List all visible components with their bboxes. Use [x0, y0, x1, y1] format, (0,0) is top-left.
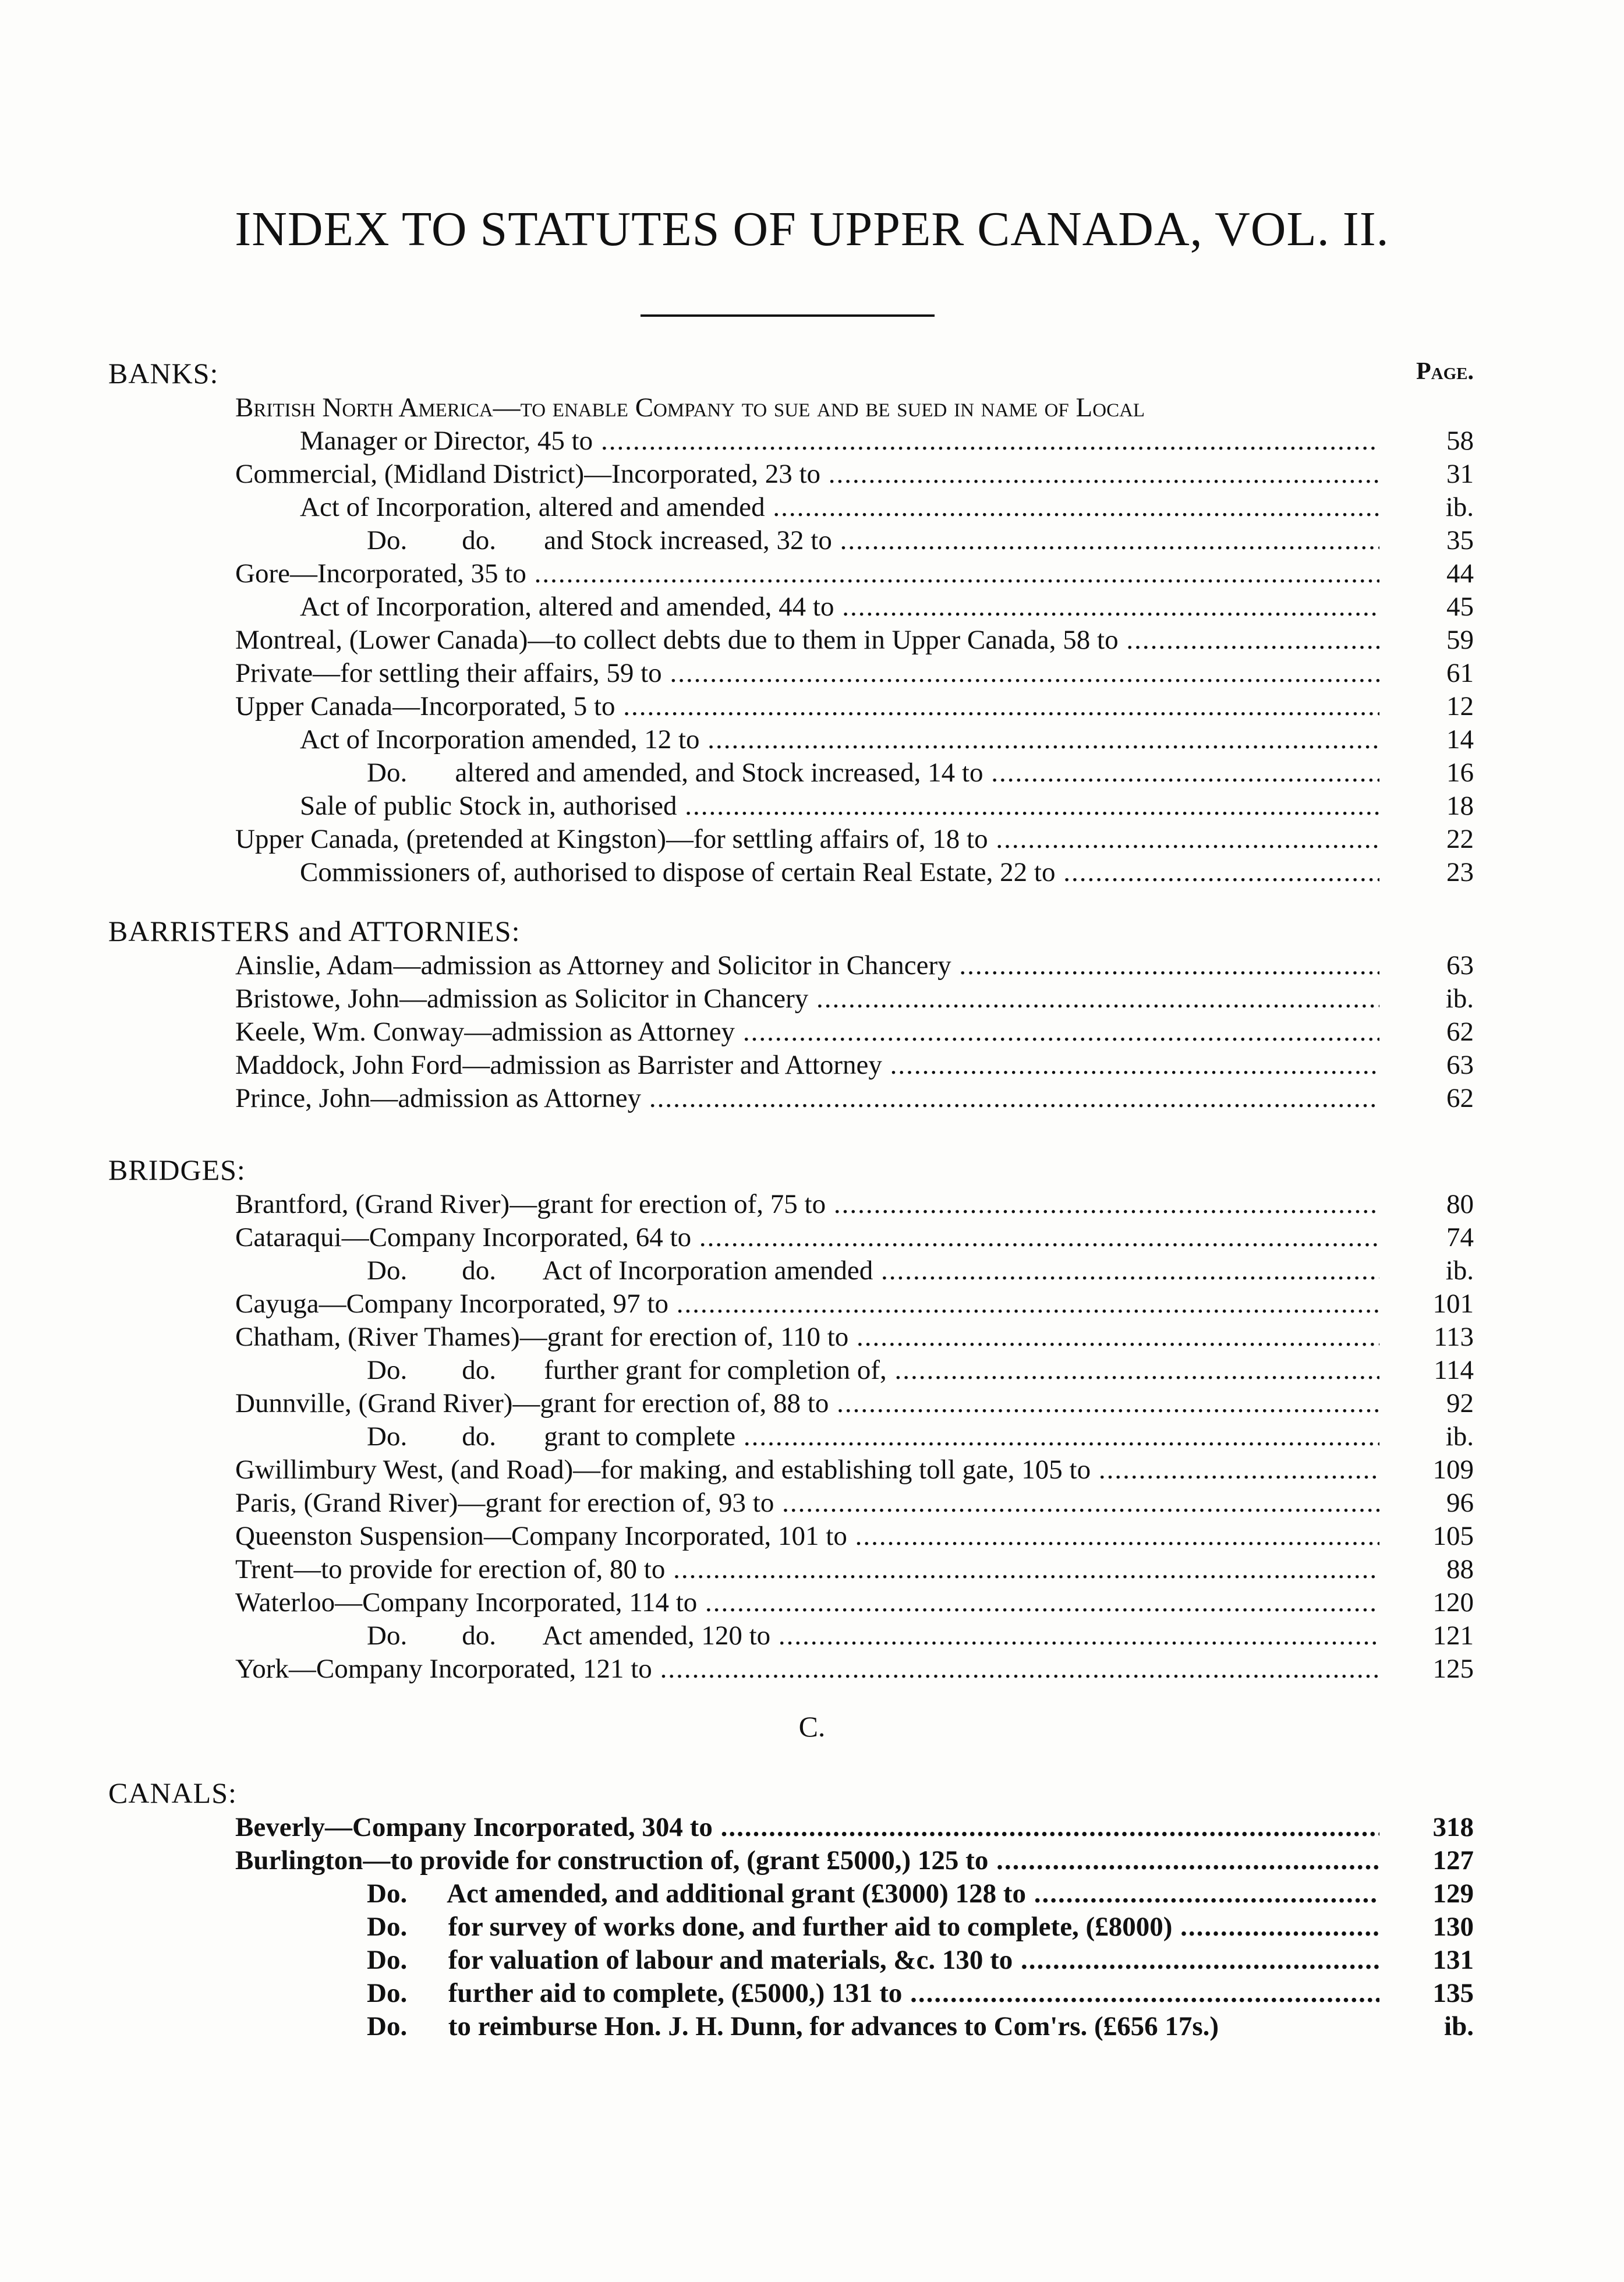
entry-text: Sale of public Stock in, authorised .....: [300, 790, 1379, 823]
index-entry: [0, 1188, 1624, 1221]
entry-page: 62: [1446, 1083, 1474, 1113]
entry-page: 109: [1432, 1455, 1474, 1485]
section-header: [0, 356, 1624, 391]
index-entry: [0, 458, 1624, 491]
index-entry: [0, 1811, 1624, 1844]
entry-page: 63: [1446, 1050, 1474, 1080]
section-bridges: [0, 1153, 1624, 1686]
entry-page: 130: [1432, 1912, 1474, 1942]
entry-page: 101: [1432, 1289, 1474, 1319]
entry-text: Dunnville, (Grand River)—grant for erection of, 88 to .....: [235, 1387, 1379, 1420]
entry-page: 14: [1446, 724, 1474, 755]
page-title: INDEX TO STATUTES OF UPPER CANADA, VOL. II.: [235, 202, 1389, 256]
entry-text: Burlington—to provide for construction of, (grant £5000,) 125 to .....: [235, 1844, 1379, 1877]
entry-page: 318: [1432, 1812, 1474, 1842]
section-title: BARRISTERS and ATTORNIES:: [108, 915, 521, 947]
entry-text: Brantford, (Grand River)—grant for erection of, 75 to .....: [235, 1188, 1379, 1221]
index-entry: [0, 1082, 1624, 1115]
index-entry: [0, 723, 1624, 756]
entry-text: Montreal, (Lower Canada)—to collect debts due to them in Upper Canada, 58 to .....: [235, 624, 1379, 657]
letter-heading: [0, 1712, 1624, 1747]
entry-page: 131: [1432, 1945, 1474, 1975]
entry-page: 45: [1446, 592, 1474, 622]
index-entry: [0, 1420, 1624, 1453]
index-entry: [0, 856, 1624, 889]
section-title: CANALS:: [108, 1777, 237, 1809]
index-entry: [0, 1653, 1624, 1686]
index-entry: [0, 1387, 1624, 1420]
entry-text: Maddock, John Ford—admission as Barrister and Attorney .....: [235, 1049, 1379, 1082]
section-canals: [0, 1776, 1624, 2043]
entry-text: Do. do. and Stock increased, 32 to .....: [367, 524, 1379, 557]
entry-text: Upper Canada—Incorporated, 5 to .....: [235, 690, 1379, 723]
entry-text: Chatham, (River Thames)—grant for erection of, 110 to .....: [235, 1321, 1379, 1354]
index-entry: [0, 1321, 1624, 1354]
entry-text: Trent—to provide for erection of, 80 to .....: [235, 1553, 1379, 1586]
entry-page: 16: [1446, 758, 1474, 788]
entry-text: Commercial, (Midland District)—Incorporated, 23 to .....: [235, 458, 1379, 491]
entry-page: ib.: [1445, 492, 1474, 522]
entry-page: 18: [1446, 791, 1474, 821]
entry-page: ib.: [1445, 1421, 1474, 1452]
index-entry: [0, 1910, 1624, 1944]
section-barristers: [0, 914, 1624, 1115]
entry-text: York—Company Incorporated, 121 to .....: [235, 1653, 1379, 1686]
entry-text: Keele, Wm. Conway—admission as Attorney .....: [235, 1016, 1379, 1049]
index-entry: [0, 823, 1624, 856]
section-header: [0, 914, 1624, 949]
index-entry: [0, 524, 1624, 557]
index-entry: [0, 590, 1624, 624]
entry-page: 120: [1432, 1587, 1474, 1618]
index-entry: [0, 1877, 1624, 1910]
entry-text: Do. Act amended, and additional grant (£3000) 128 to .....: [367, 1877, 1379, 1910]
entry-text: Paris, (Grand River)—grant for erection of, 93 to .....: [235, 1487, 1379, 1520]
entry-page: 129: [1432, 1878, 1474, 1909]
entry-text: Act of Incorporation, altered and amended, 44 to .....: [300, 590, 1379, 624]
entry-page: ib.: [1444, 2011, 1474, 2042]
entry-text: Do. for valuation of labour and materials, &c. 130 to .....: [367, 1944, 1379, 1977]
index-entry: [0, 1487, 1624, 1520]
entry-text: Do. do. further grant for completion of, .....: [367, 1354, 1379, 1387]
entry-text: Do. for survey of works done, and further aid to complete, (£8000) .....: [367, 1910, 1379, 1944]
entry-text: Prince, John—admission as Attorney .....: [235, 1082, 1379, 1115]
section-banks: [0, 356, 1624, 889]
entry-page: 88: [1446, 1554, 1474, 1584]
entry-page: 113: [1434, 1322, 1474, 1352]
entry-page: 22: [1446, 824, 1474, 854]
entry-text: Act of Incorporation amended, 12 to .....: [300, 723, 1379, 756]
index-entry: [0, 1354, 1624, 1387]
index-entry: [0, 982, 1624, 1016]
index-entry: [0, 949, 1624, 982]
entry-page: 105: [1432, 1521, 1474, 1551]
entry-text: Commissioners of, authorised to dispose of certain Real Estate, 22 to .....: [300, 856, 1379, 889]
letter-text: C.: [798, 1710, 826, 1743]
entry-page: 114: [1434, 1355, 1474, 1385]
index-entry: [0, 756, 1624, 790]
section-header: [0, 1776, 1624, 1811]
index-entry: [0, 1977, 1624, 2010]
entry-text: Do. do. Act amended, 120 to .....: [367, 1619, 1379, 1653]
entry-text: Upper Canada, (pretended at Kingston)—for settling affairs of, 18 to .....: [235, 823, 1379, 856]
section-title: BANKS:: [108, 357, 219, 390]
entry-page: 127: [1432, 1845, 1474, 1876]
entry-page: 92: [1446, 1388, 1474, 1418]
entry-text: Do. altered and amended, and Stock increased, 14 to .....: [367, 756, 1379, 790]
index-entry: [0, 1553, 1624, 1586]
index-entry: [0, 391, 1624, 424]
title-rule: [641, 314, 935, 317]
entry-page: 59: [1446, 625, 1474, 655]
entry-page: ib.: [1445, 1255, 1474, 1286]
index-entry: [0, 1944, 1624, 1977]
index-entry: [0, 1453, 1624, 1487]
index-entry: [0, 424, 1624, 458]
entry-text: Cataraqui—Company Incorporated, 64 to .....: [235, 1221, 1379, 1254]
index-entry: [0, 1287, 1624, 1321]
entry-text: Queenston Suspension—Company Incorporated, 101 to .....: [235, 1520, 1379, 1553]
entry-page: 44: [1446, 558, 1474, 589]
entry-page: 12: [1446, 691, 1474, 721]
index-entry: [0, 690, 1624, 723]
index-entry: [0, 790, 1624, 823]
entry-page: 74: [1446, 1222, 1474, 1253]
entry-page: ib.: [1445, 983, 1474, 1014]
entry-text: Manager or Director, 45 to .....: [300, 424, 1379, 458]
entry-page: 23: [1446, 857, 1474, 887]
entry-page: 125: [1432, 1654, 1474, 1684]
entry-page: 80: [1446, 1189, 1474, 1219]
entry-text: Do. to reimburse Hon. J. H. Dunn, for advances to Com'rs. (£656 17s.): [367, 2011, 1219, 2042]
entry-page: 58: [1446, 426, 1474, 456]
index-entry: [0, 1049, 1624, 1082]
entry-text: Do. do. grant to complete .....: [367, 1420, 1379, 1453]
entry-text: Act of Incorporation, altered and amended .....: [300, 491, 1379, 524]
index-entry: [0, 491, 1624, 524]
entry-page: 63: [1446, 950, 1474, 981]
entry-text: British North America—to enable Company to sue and be sued in name of Local: [235, 392, 1145, 423]
entry-text: Bristowe, John—admission as Solicitor in Chancery .....: [235, 982, 1379, 1016]
index-entry: [0, 1844, 1624, 1877]
entry-page: 35: [1446, 525, 1474, 556]
index-entry: [0, 657, 1624, 690]
entry-text: Private—for settling their affairs, 59 to .....: [235, 657, 1379, 690]
entry-text: Gore—Incorporated, 35 to .....: [235, 557, 1379, 590]
entry-text: Gwillimbury West, (and Road)—for making, and establishing toll gate, 105 to .....: [235, 1453, 1379, 1487]
section-header: [0, 1153, 1624, 1188]
index-entry: [0, 2010, 1624, 2043]
index-entry: [0, 1520, 1624, 1553]
section-title: BRIDGES:: [108, 1154, 246, 1186]
entry-text: Do. further aid to complete, (£5000,) 131 to .....: [367, 1977, 1379, 2010]
index-entry: [0, 1586, 1624, 1619]
letter-divider: [0, 1712, 1624, 1747]
entry-page: 62: [1446, 1017, 1474, 1047]
entry-page: 61: [1446, 658, 1474, 688]
index-entry: [0, 1619, 1624, 1653]
entry-page: 135: [1432, 1978, 1474, 2008]
page-column-header: Page.: [1416, 358, 1474, 385]
entry-text: Waterloo—Company Incorporated, 114 to .....: [235, 1586, 1379, 1619]
entry-text: Cayuga—Company Incorporated, 97 to .....: [235, 1287, 1379, 1321]
entry-text: Beverly—Company Incorporated, 304 to .....: [235, 1811, 1379, 1844]
index-entry: [0, 1221, 1624, 1254]
entry-page: 31: [1446, 459, 1474, 489]
entry-text: Ainslie, Adam—admission as Attorney and Solicitor in Chancery .....: [235, 949, 1379, 982]
index-entry: [0, 624, 1624, 657]
entry-page: 121: [1432, 1621, 1474, 1651]
entry-page: 96: [1446, 1488, 1474, 1518]
entry-text: Do. do. Act of Incorporation amended .....: [367, 1254, 1379, 1287]
index-entry: [0, 557, 1624, 590]
index-entry: [0, 1016, 1624, 1049]
index-entry: [0, 1254, 1624, 1287]
